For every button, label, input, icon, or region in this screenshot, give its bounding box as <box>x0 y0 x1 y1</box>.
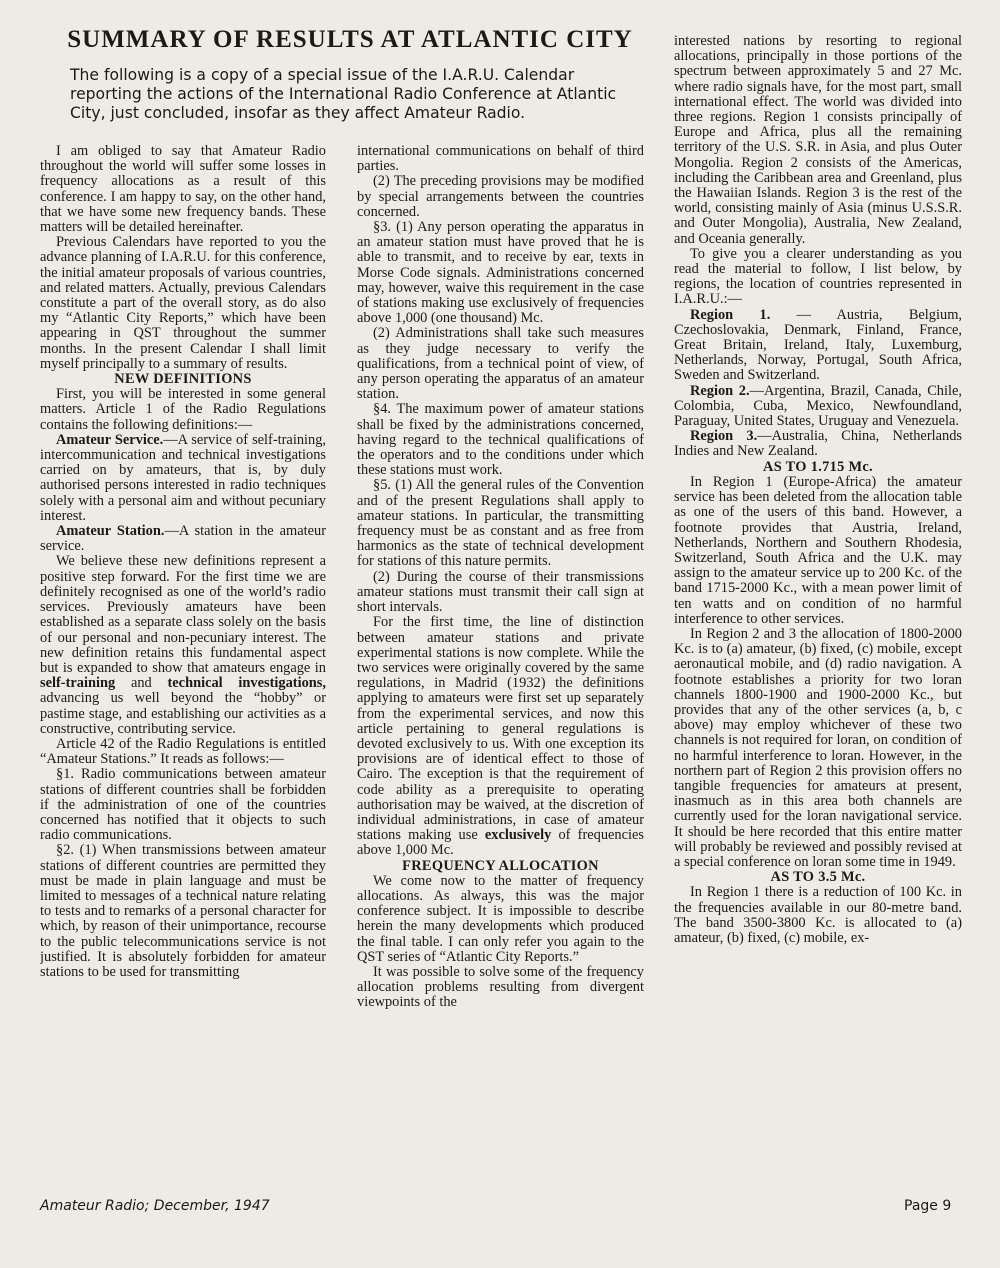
paragraph: I am obliged to say that Amateur Radio throughout the world will suffer some losses in frequency allocations as a result of this conference. I am happy to say, on the other hand, that we have some new frequency bands. These matters will be detailed hereinafter. <box>40 144 326 236</box>
paragraph: interested nations by resorting to regional allocations, principally in those portions of the spectrum between approximately 5 and 27 Mc. where radio signals have, for the most part, small international effect. The world was divided into three regions. Region 1 consists principally of Europe and Africa, plus all the remaining territory of the U.S. S.R. in Asia, and plus Outer Mongolia. Region 2 consists of the Americas, including the Caribbean area and Greenland, plus the Hawaiian Islands. Region 3 is the rest of the world, consisting mainly of Asia (minus U.S.S.R. and Outer Mongolia), Australia, New Zealand, and Oceania generally. <box>674 34 962 247</box>
definition-text: —A station in the amateur service. <box>40 523 326 555</box>
paragraph: (2) Administrations shall take such measures as they judge necessary to verify the qualifications, from a technical point of view, of any person operating the apparatus of an amateur station. <box>357 325 644 403</box>
paragraph: For the first time, the line of distinction between amateur stations and private experimental stations is now complete. While the two services were originally covered by the same regulations, in Madrid (1932) the definitions applying to amateurs were first set up separately from the experimental services, and now this article pertaining to general regulations is devoted exclusively to us. With one exception its provisions are of identical effect to those of Cairo. The exception is that the requirement of code ability as a prerequisite to operating authorisation may be waived, at the discretion of individual administrations, in case of amateur stations making use exclusively of frequencies above 1,000 Mc. <box>357 614 644 859</box>
section-heading: NEW DEFINITIONS <box>114 371 252 388</box>
paragraph: In Region 2 and 3 the allocation of 1800-2000 Kc. is to (a) amateur, (b) fixed, (c) mobile, except aeronautical mobile, and (d) radio navigation. A footnote establishes a priority for two loran channels 1800-1900 and 1900-2000 Kc., but provides that any of the other services (a, b, c above) may employ whichever of these two channels is not required for loran, on condition of no harmful interference to loran. However, in the northern part of Region 2 this provision offers no tangible frequencies for amateurs at present, inasmuch as in this area both channels are currently used for the loran navigational service. It should be here recorded that this entire matter will probably be reviewed and possibly revised at a special conference on loran some time in 1949. <box>674 625 962 870</box>
paragraph: §1. Radio communications between amateur stations of different countries shall be forbidden if the administration of one of the countries concerned has notified that it objects to such radio communications. <box>40 766 326 844</box>
definition-text: —A service of self-training, intercommunication and technical investigations carried on by amateurs, that is, by duly authorised persons interested in radio techniques solely with a personal aim and without pecuniary interest. <box>40 431 326 524</box>
section-heading: AS TO 3.5 Mc. <box>770 869 866 886</box>
article-intro: The following is a copy of a special issue of the I.A.R.U. Calendar reporting the actions of the International Radio Conference at Atlantic City, just concluded, insofar as they affect Amateur Radio. <box>70 66 617 122</box>
section-heading: FREQUENCY ALLOCATION <box>402 857 599 874</box>
article-title: SUMMARY OF RESULTS AT ATLANTIC CITY <box>67 26 633 53</box>
paragraph: (2) During the course of their transmissions amateur stations must transmit their call sign at short intervals. <box>357 568 644 616</box>
region-3-list: Region 3.—Australia, China, Netherlands Indies and New Zealand. <box>674 428 962 460</box>
text-column-2 <box>357 144 644 1192</box>
definition-amateur-station <box>40 524 326 554</box>
region-1-list: Region 1. — Austria, Belgium, Czechoslovakia, Denmark, Finland, France, Great Britain, Ireland, Italy, Luxemburg, Netherlands, Norway, Portugal, South Africa, Sweden and Switzerland. <box>674 306 962 384</box>
definition-term: Amateur Service. <box>56 431 164 448</box>
section-heading: AS TO 1.715 Mc. <box>763 458 873 475</box>
paragraph: (2) The preceding provisions may be modified by special arrangements between the countries concerned. <box>357 173 644 220</box>
paragraph: §3. (1) Any person operating the apparatus in an amateur station must have proved that he is able to transmit, and to receive by ear, texts in Morse Code signals. Administrations concerned may, however, waive this requirement in the case of stations making use exclusively of frequencies above 1,000 (one thousand) Mc. <box>357 219 644 327</box>
paragraph: Previous Calendars have reported to you the advance planning of I.A.R.U. for this conference, the initial amateur proposals of various countries, and related matters. Actually, previous Calendars constitute a part of the overall story, as do also my “Atlantic City Reports,” which have been appearing in QST throughout the summer months. In the present Calendar I shall limit myself principally to a summary of results. <box>40 234 326 372</box>
text-column-1 <box>40 144 326 1184</box>
definition-term: Amateur Station. <box>56 523 165 540</box>
paragraph: Article 42 of the Radio Regulations is entitled “Amateur Stations.” It reads as follows:— <box>40 735 326 768</box>
region-2-list: Region 2.—Argentina, Brazil, Canada, Chile, Colombia, Cuba, Mexico, Newfoundland, Paraguay, United States, Uruguay and Venezuela. <box>674 382 962 430</box>
paragraph: In Region 1 there is a reduction of 100 Kc. in the frequencies available in our 80-metre band. The band 3500-3800 Kc. is allocated to (a) amateur, (b) fixed, (c) mobile, ex- <box>674 884 962 946</box>
footer-page-number: Page 9 <box>904 1198 952 1214</box>
paragraph: §2. (1) When transmissions between amateur stations of different countries are permitted they must be made in plain language and must be limited to messages of a technical nature relating to tests and to remarks of a personal character for which, by reason of their unimportance, recourse to the public telecommunications service is not justified. It is absolutely forbidden for amateur stations to be used for transmitting <box>40 842 326 980</box>
paragraph: We come now to the matter of frequency allocations. As always, this was the major conference subject. It is impossible to describe herein the many developments which produced the final table. I can only refer you again to the QST series of “Atlantic City Reports.” <box>357 872 644 965</box>
paragraph: To give you a clearer understanding as you read the material to follow, I list below, by regions, the location of countries represented in I.A.R.U.:— <box>674 245 962 308</box>
paragraph: In Region 1 (Europe-Africa) the amateur service has been deleted from the allocation table as one of the users of this band. However, a footnote provides that Austria, Ireland, Netherlands, Northern and Southern Rhodesia, Switzerland, South Africa and the U.K. may assign to the amateur service up to 200 Kc. of the band 1715-2000 Kc., with a mean power limit of ten watts and on condition of no harmful interference to other services. <box>674 473 962 627</box>
definition-amateur-service <box>40 433 326 524</box>
paragraph: §4. The maximum power of amateur stations shall be fixed by the administrations concerned, having regard to the technical qualifications of the operators and to the conditions under which these stations must work. <box>357 401 644 479</box>
paragraph: We believe these new definitions represent a positive step forward. For the first time we are definitely recognised as one of the world’s radio services. Previously amateurs have been established as a separate class solely on the basis of our personal and non-pecuniary interest. The new definition retains this fundamental aspect but is expanded to show that amateurs engage in self-training and technical investigations, advancing us well beyond the “hobby” or pastime stage, and establishing our activities as a constructive, contributing service. <box>40 553 326 737</box>
paragraph: It was possible to solve some of the frequency allocation problems resulting from divergent viewpoints of the <box>357 963 644 1011</box>
paragraph: First, you will be interested in some general matters. Article 1 of the Radio Regulations contains the following definitions:— <box>40 386 326 433</box>
paragraph: §5. (1) All the general rules of the Convention and of the present Regulations shall apply to amateur stations. In particular, the transmitting frequency must be as constant and as free from harmonics as the state of technical development for stations of this nature permits. <box>357 477 644 570</box>
text-column-3 <box>674 34 962 1192</box>
footer-publication: Amateur Radio; December, 1947 <box>40 1198 270 1214</box>
paragraph: international communications on behalf of third parties. <box>357 144 644 175</box>
